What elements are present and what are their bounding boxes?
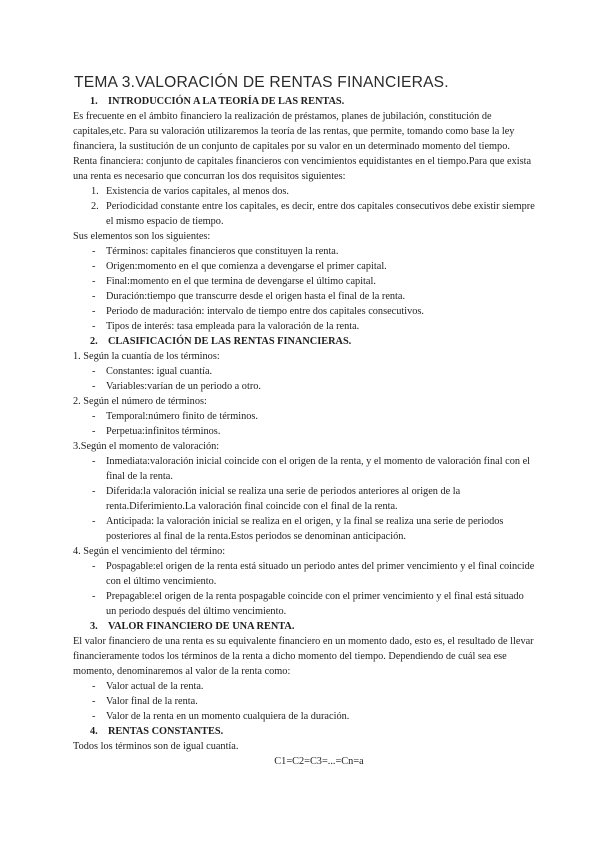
section-2-heading	[73, 334, 535, 349]
list-item: - Valor final de la renta.	[73, 694, 535, 709]
list-item: - Periodo de maduración: intervalo de tiempo entre dos capitales consecutivos.	[73, 304, 535, 319]
elements-intro: Sus elementos son los siguientes:	[73, 231, 211, 242]
list-item: - Tipos de interés: tasa empleada para la valoración de la renta.	[73, 319, 535, 334]
renta-definition: Renta financiera: conjunto de capitales financieros con vencimientos equidistantes en el tiempo.Para que exista una renta es necesario que concurran los dos requisitos siguientes:	[73, 156, 532, 182]
section-1-number: 1.	[90, 96, 98, 107]
classification-1: 1. Según la cuantía de los términos:	[73, 351, 220, 362]
document-title: TEMA 3.VALORACIÓN DE RENTAS FINANCIERAS.	[74, 74, 449, 91]
list-number: 1.	[91, 186, 99, 197]
list-item: - Anticipada: la valoración inicial se realiza en el origen, y la final se realiza una serie de periodos posteriores al final de la renta.Estos periodos se denominan anticipación.	[73, 514, 535, 544]
list-item: - Inmediata:valoración inicial coincide con el origen de la renta, y el momento de valoración final con el final de la renta.	[73, 454, 535, 484]
classification-1-list	[73, 364, 535, 394]
list-item: - Términos: capitales financieros que constituyen la renta.	[73, 244, 535, 259]
classification-3-list	[73, 454, 535, 544]
requirements-list	[73, 184, 535, 229]
list-item: - Origen:momento en el que comienza a devengarse el primer capital.	[73, 259, 535, 274]
list-item	[73, 184, 535, 199]
valor-financiero-paragraph: El valor financiero de una renta es su equivalente financiero en un momento dado, esto es, el resultado de llevar financieramente todos los términos de la renta a dicho momento del tiempo. Dependiendo de cuál sea ese momento, denominaremos al valor de la renta como:	[73, 636, 534, 677]
classification-2-list	[73, 409, 535, 439]
list-item: - Pospagable:el origen de la renta está situado un periodo antes del primer vencimiento y el final coincide con el último vencimiento.	[73, 559, 535, 589]
list-item: - Perpetua:infinitos términos.	[73, 424, 535, 439]
section-1-heading	[73, 94, 535, 109]
list-item: - Diferida:la valoración inicial se realiza una serie de periodos anteriores al origen de la renta.Diferimiento.La valoración final coincide con el final de la renta.	[73, 484, 535, 514]
list-item: - Duración:tiempo que transcurre desde el origen hasta el final de la renta.	[73, 289, 535, 304]
document-body	[73, 94, 535, 769]
rentas-constantes-paragraph: Todos los términos son de igual cuantía.	[73, 741, 239, 752]
list-item: - Variables:varían de un periodo a otro.	[73, 379, 535, 394]
classification-2: 2. Según el número de términos:	[73, 396, 207, 407]
section-3-title: VALOR FINANCIERO DE UNA RENTA.	[108, 621, 295, 632]
intro-paragraph: Es frecuente en el ámbito financiero la realización de préstamos, planes de jubilación, constitución de capitales,etc. Para su valoración utilizaremos la teoría de las rentas, que permite, tomando como base la ley financiera, la sustitución de un conjunto de capitales por su valor en un determinado momento del tiempo.	[73, 111, 515, 152]
elements-list	[73, 244, 535, 334]
list-item: - Temporal:número finito de términos.	[73, 409, 535, 424]
list-number: 2.	[91, 201, 99, 212]
section-1-title: INTRODUCCIÓN A LA TEORÍA DE LAS RENTAS.	[108, 96, 345, 107]
classification-3: 3.Según el momento de valoración:	[73, 441, 220, 452]
section-4-heading	[73, 724, 535, 739]
list-item	[73, 199, 535, 229]
section-2-number: 2.	[90, 336, 98, 347]
classification-4: 4. Según el vencimiento del término:	[73, 546, 226, 557]
section-4-number: 4.	[90, 726, 98, 737]
classification-4-list	[73, 559, 535, 619]
list-text: Periodicidad constante entre los capitales, es decir, entre dos capitales consecutivos debe existir siempre el mismo espacio de tiempo.	[106, 201, 535, 227]
section-4-title: RENTAS CONSTANTES.	[108, 726, 224, 737]
section-2-title: CLASIFICACIÓN DE LAS RENTAS FINANCIERAS.	[108, 336, 352, 347]
list-item: - Final:momento en el que termina de devengarse el último capital.	[73, 274, 535, 289]
list-item: - Prepagable:el origen de la renta pospagable coincide con el primer vencimiento y el final está situado un periodo después del último vencimiento.	[73, 589, 535, 619]
constant-terms-formula: C1=C2=C3=...=Cn=a	[274, 756, 364, 767]
section-3-heading	[73, 619, 535, 634]
valor-list	[73, 679, 535, 724]
list-item: - Valor actual de la renta.	[73, 679, 535, 694]
list-text: Existencia de varios capitales, al menos dos.	[106, 186, 290, 197]
list-item: - Valor de la renta en un momento cualquiera de la duración.	[73, 709, 535, 724]
list-item: - Constantes: igual cuantía.	[73, 364, 535, 379]
section-3-number: 3.	[90, 621, 98, 632]
